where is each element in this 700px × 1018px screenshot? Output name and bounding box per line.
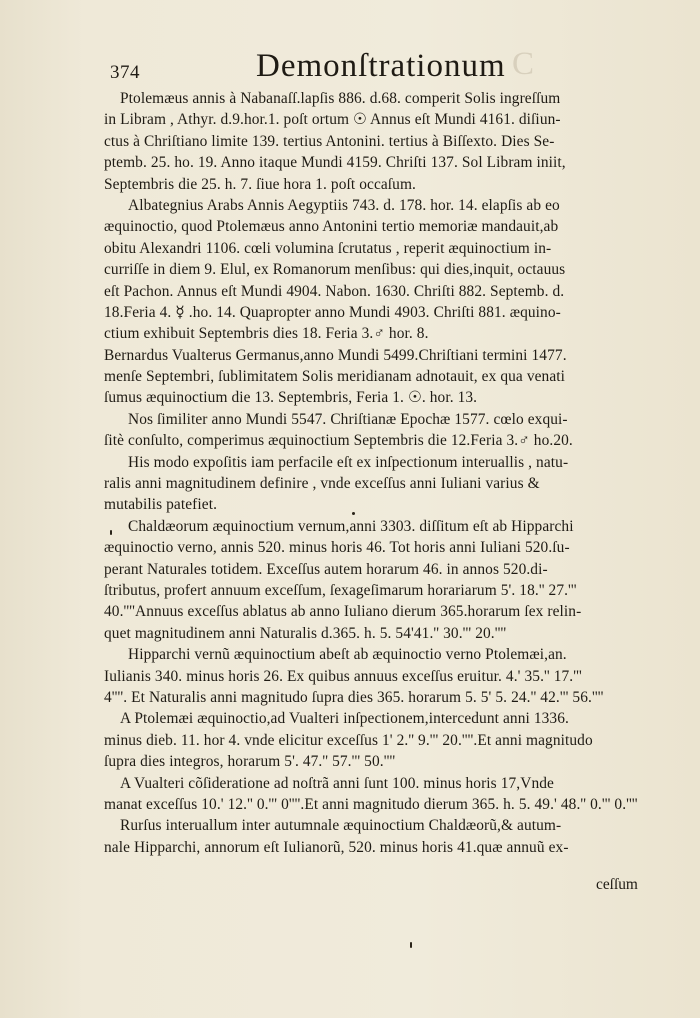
text-line: A Vualteri cõſideratione ad noſtrã anni ſunt 100. minus horis 17,Vnde [120,774,554,792]
text-line: minus dieb. 11. hor 4. vnde elicitur exceſſus 1' 2.'' 9.''' 20.''''.Et anni magnitudo [104,731,593,749]
text-line: Nos ſimiliter anno Mundi 5547. Chriſtianæ Epochæ 1577. cœlo exqui- [128,410,568,428]
text-line: Albategnius Arabs Annis Aegyptiis 743. d. 178. hor. 14. elapſis ab eo [128,196,560,214]
text-line: Septembris die 25. h. 7. ſiue hora 1. poſt occaſum. [104,175,416,193]
text-line: His modo expoſitis iam perfacile eſt ex inſpectionum interuallis , natu- [128,453,569,471]
text-line: in Libram , Athyr. d.9.hor.1. poſt ortum ☉ Annus eſt Mundi 4161. diſiun- [104,111,561,129]
text-line: 18.Feria 4. ☿ .ho. 14. Quapropter anno Mundi 4903. Chriſti 881. æquino- [104,303,561,321]
text-line: Hipparchi vernũ æquinoctium abeſt ab æquinoctio verno Ptolemæi,an. [128,646,567,664]
text-line: ſitè conſulto, comperimus æquinoctium Septembris die 12.Feria 3.♂ ho.20. [104,432,573,450]
text-line: ptemb. 25. ho. 19. Anno itaque Mundi 4159. Chriſti 137. Sol Libram iniit, [104,154,566,172]
text-line: ſtributus, profert annuum exceſſum, ſexageſimarum horariarum 5'. 18.'' 27.''' [104,581,577,599]
text-line: Chaldæorum æquinoctium vernum,anni 3303. diſſitum eſt ab Hipparchi [128,517,574,535]
text-line: ctus à Chriſtiano limite 139. tertius Antonini. tertius à Biſſexto. Dies Se- [104,132,555,150]
catchword: ceſſum [596,876,638,893]
text-line: æquinoctio, quod Ptolemæus anno Antonini tertio memoriæ mandauit,ab [104,218,559,236]
text-line: 4''''. Et Naturalis anni magnitudo ſupra dies 365. horarum 5. 5' 5. 24.'' 42.''' 56.'''' [104,688,604,706]
text-line: nale Hipparchi, annorum eſt Iulianorũ, 520. minus horis 41.quæ annuũ ex- [104,838,569,856]
text-line: ralis anni magnitudinem definire , vnde exceſſus anni Iuliani varius & [104,475,540,493]
bleed-through-letter: C [512,46,536,82]
text-line: ſupra dies integros, horarum 5'. 47.'' 57.''' 50.'''' [104,753,396,771]
text-line: eſt Pachon. Annus eſt Mundi 4904. Nabon. 1630. Chriſti 882. Septemb. d. [104,282,565,300]
text-line: A Ptolemæi æquinoctio,ad Vualteri inſpectionem,intercedunt anni 1336. [120,710,569,728]
text-line: manat exceſſus 10.' 12.'' 0.''' 0''''.Et anni magnitudo dierum 365. h. 5. 49.' 48.'' 0.''' 0.'''' [104,795,638,813]
text-line: mutabilis patefiet. [104,496,218,514]
text-line: Rurſus interuallum inter autumnale æquinoctium Chaldæorũ,& autum- [120,817,562,835]
text-line: ctium exhibuit Septembris dies 18. Feria 3.♂ hor. 8. [104,325,429,343]
text-line: æquinoctio verno, annis 520. minus horis 46. Tot horis anni Iuliani 520.ſu- [104,539,570,557]
ink-speck [110,530,112,535]
text-line: 40.''''Annuus exceſſus ablatus ab anno Iuliano dierum 365.horarum ſex relin- [104,603,582,621]
text-line: perant Naturales totidem. Exceſſus autem horarum 46. in annos 520.di- [104,560,548,578]
text-line: obitu Alexandri 1106. cœli volumina ſcrutatus , reperit æquinoctium in- [104,239,552,257]
text-line: ſumus æquinoctium die 13. Septembris, Feria 1. ☉. hor. 13. [104,389,478,407]
text-line: Bernardus Vualterus Germanus,anno Mundi 5499.Chriſtiani termini 1477. [104,346,567,364]
text-line: quet magnitudinem anni Naturalis d.365. h. 5. 54'41.'' 30.''' 20.'''' [104,624,507,642]
page-header [110,48,630,92]
ink-speck [410,942,412,948]
text-line: menſe Septembri, ſublimitatem Solis meridianam adnotauit, ex qua venati [104,368,566,386]
ink-speck [352,512,355,515]
body-text [104,88,644,858]
page-number: 374 [110,62,140,83]
text-line: Ptolemæus annis à Nabanaſſ.lapſis 886. d.68. comperit Solis ingreſſum [120,90,561,107]
text-line: curriſſe in diem 9. Elul, ex Romanorum menſibus: qui dies,inquit, octauus [104,261,566,279]
text-line: Iulianis 340. minus horis 26. Ex quibus annuus exceſſus eruitur. 4.' 35.'' 17.''' [104,667,582,685]
running-head: Demonſtrationum [256,48,506,84]
